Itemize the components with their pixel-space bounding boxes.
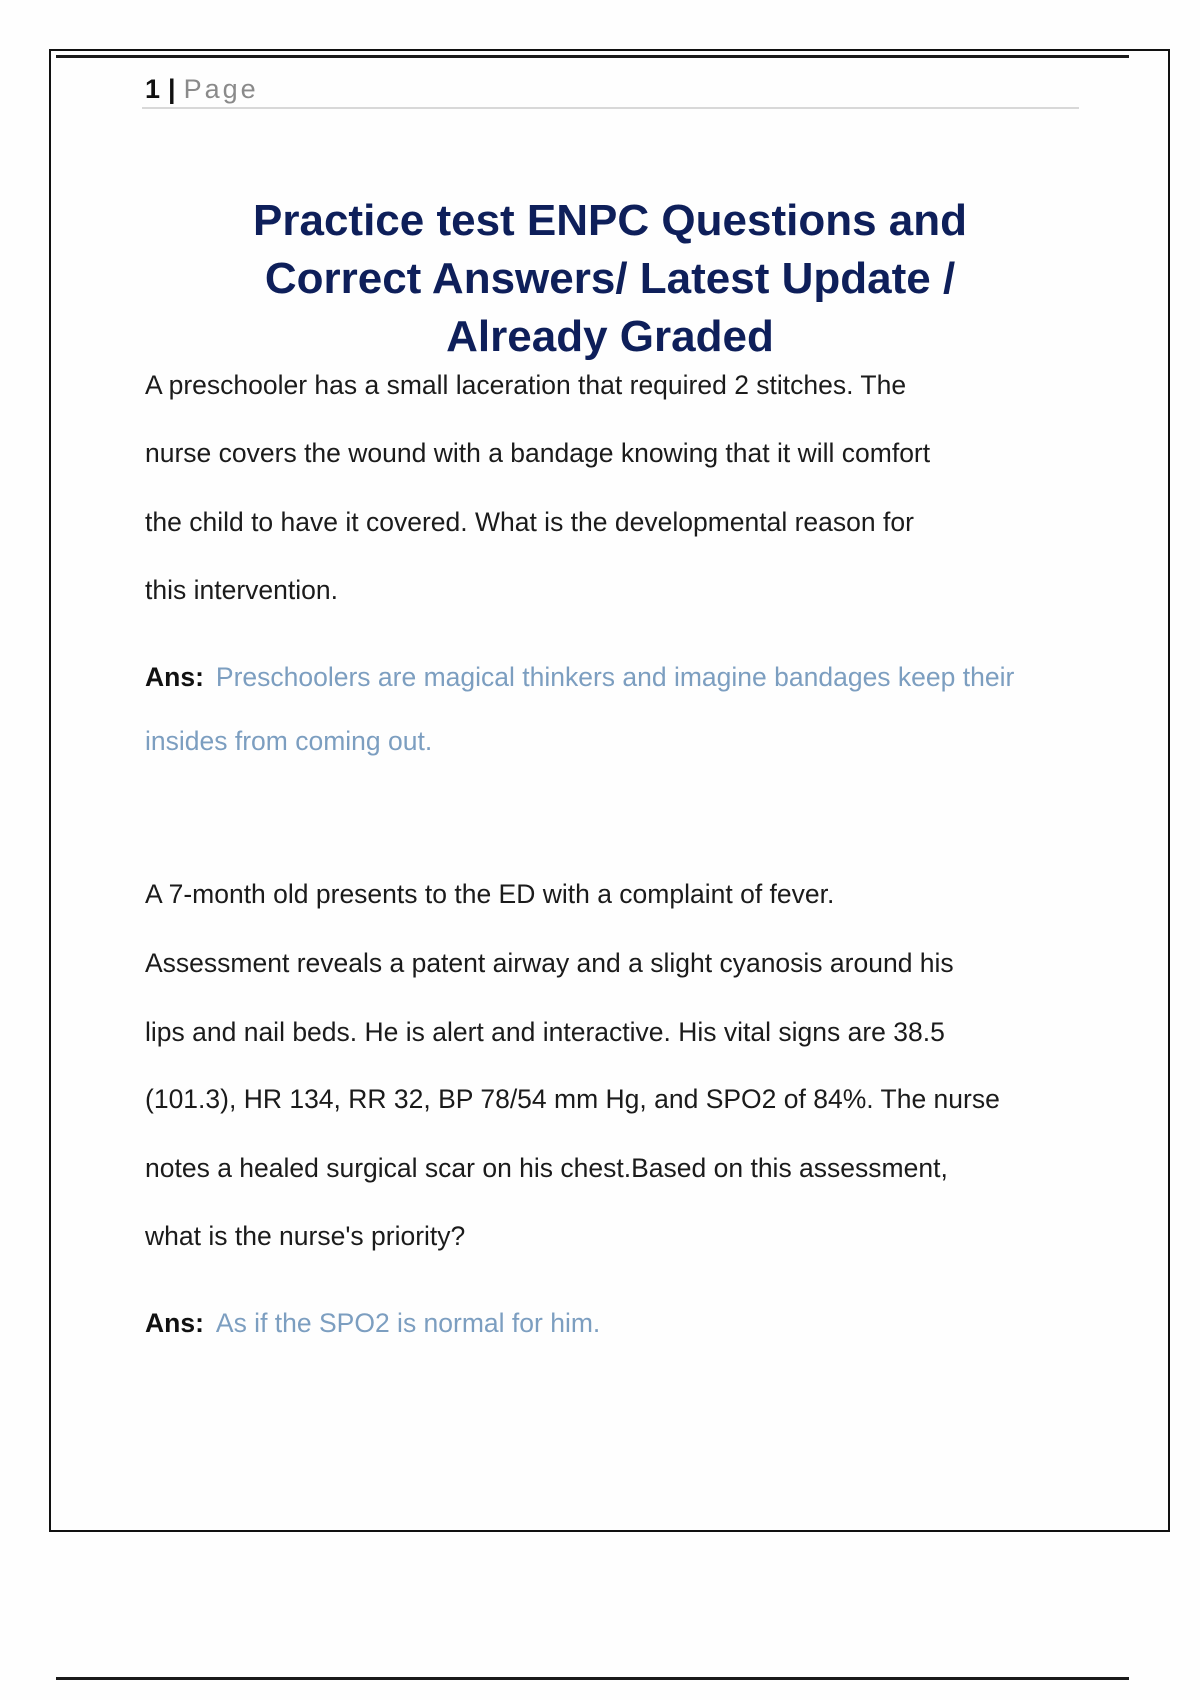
answer [145,1308,600,1339]
answer-label: Ans: [145,662,204,692]
page-header [145,74,259,105]
answer [145,662,1014,693]
answer-text: As if the SPO2 is normal for him. [215,1308,601,1338]
top-rule [56,55,1129,58]
question-text-line: A preschooler has a small laceration that required 2 stitches. The [145,370,907,400]
page-label: Page [183,74,259,104]
doc-title-line-2: Correct Answers/ Latest Update / [264,254,956,303]
page-number: 1 [145,74,161,104]
header-rule [142,107,1079,109]
answer-text-continued: insides from coming out. [145,726,433,756]
question-text-line: Assessment reveals a patent airway and a slight cyanosis around his [145,948,954,978]
question-text-line: what is the nurse's priority? [145,1221,466,1251]
question-text-line: lips and nail beds. He is alert and interactive. His vital signs are 38.5 [145,1017,945,1047]
question-text-line: nurse covers the wound with a bandage knowing that it will comfort [145,438,931,468]
header-separator: | [168,74,176,104]
answer-text: Preschoolers are magical thinkers and imagine bandages keep their [215,662,1015,692]
doc-title-line-1: Practice test ENPC Questions and [253,196,967,245]
bottom-rule [56,1677,1129,1680]
answer-label: Ans: [145,1308,204,1338]
doc-title-line-3: Already Graded [446,312,774,361]
question-text-line: this intervention. [145,575,338,605]
question-text-line: notes a healed surgical scar on his chest.Based on this assessment, [145,1153,948,1183]
question-text-line: (101.3), HR 134, RR 32, BP 78/54 mm Hg, and SPO2 of 84%. The nurse [145,1084,1000,1114]
question-text-line: the child to have it covered. What is the developmental reason for [145,507,914,537]
question-text-line: A 7-month old presents to the ED with a complaint of fever. [145,879,835,909]
